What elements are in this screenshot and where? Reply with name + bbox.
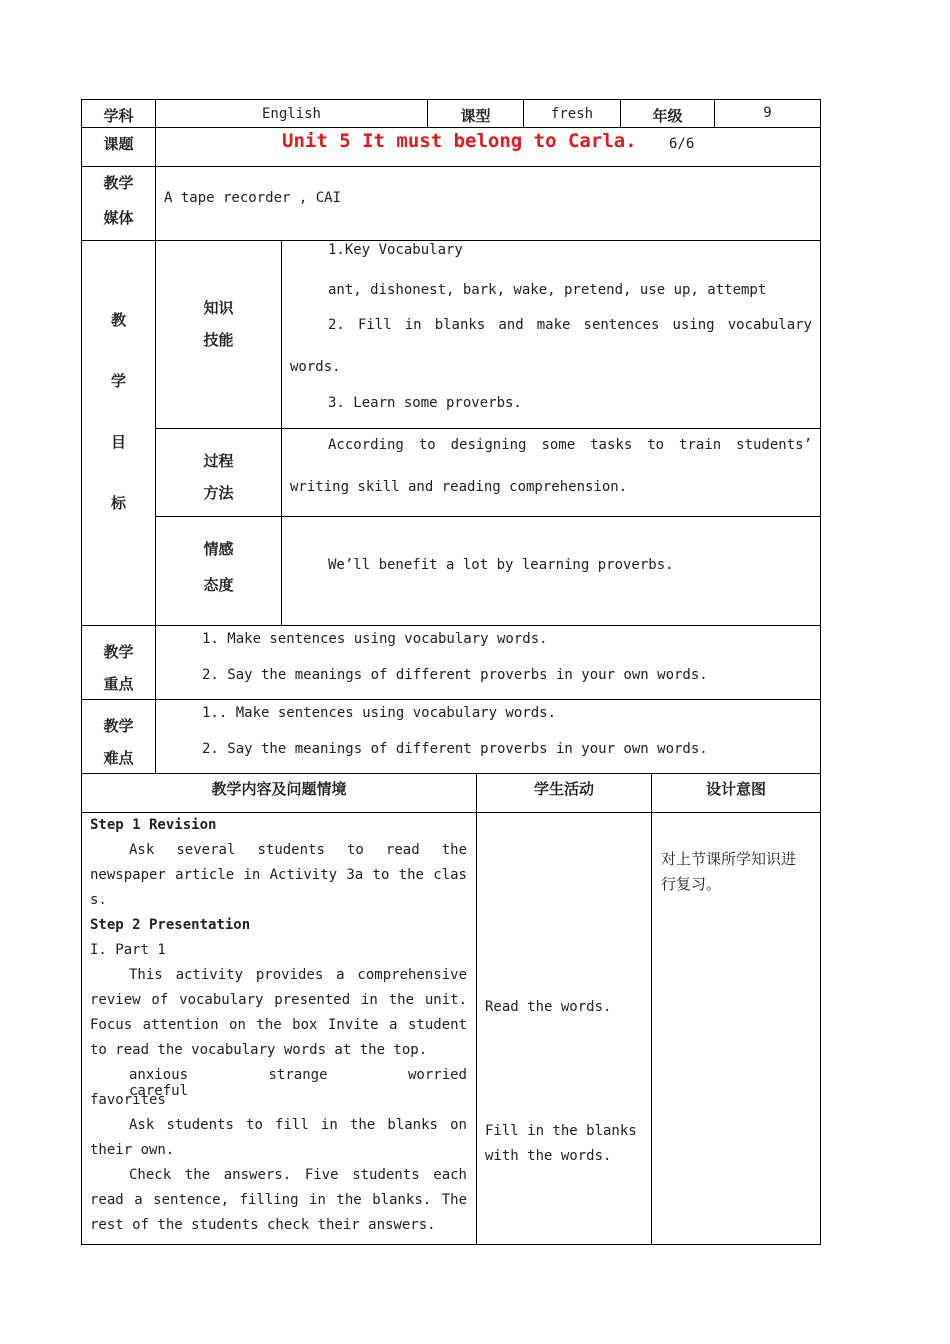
process-label-cell: [155, 428, 282, 517]
part1-line3: Focus attention on the box Invite a student: [90, 1017, 467, 1033]
objectives-label-4: 标: [110, 494, 126, 512]
fill-line1: Ask students to fill in the blanks on: [129, 1117, 467, 1133]
activity-fill-line2: with the words.: [485, 1148, 612, 1164]
activity-fill-line1: Fill in the blanks: [485, 1123, 637, 1139]
col-header-intent-cell: [651, 773, 821, 813]
word-list-line1: anxious strange worried careful: [129, 1067, 467, 1099]
media-label-cell: [81, 166, 156, 241]
knowledge-line2: ant, dishonest, bark, wake, pretend, use up, attempt: [328, 282, 767, 298]
emotion-line1: We’ll benefit a lot by learning proverbs.: [328, 557, 674, 573]
grade-value: 9: [763, 105, 772, 121]
intent-line2: 行复习。: [661, 875, 722, 893]
grade-label: 年级: [652, 107, 683, 125]
grade-value-cell: [714, 99, 821, 128]
topic-label-cell: [81, 127, 156, 167]
intent-body-cell: [651, 812, 821, 1245]
subject-value-cell: [155, 99, 428, 128]
type-value: fresh: [550, 106, 594, 122]
step1-line3: s.: [90, 892, 107, 908]
step1-title: Step 1 Revision: [90, 817, 217, 833]
subject-label-cell: [81, 99, 156, 128]
activity-body-cell: [476, 812, 652, 1245]
emotion-label-line2: 态度: [203, 576, 234, 594]
col-header-content-cell: [81, 773, 477, 813]
objectives-label-cell: [81, 240, 156, 626]
media-value: A tape recorder , CAI: [164, 190, 342, 206]
key-points-label-line2: 重点: [103, 675, 134, 693]
key-points-line1: 1. Make sentences using vocabulary words.: [202, 631, 548, 647]
check-line1: Check the answers. Five students each: [129, 1167, 467, 1183]
difficulties-line1: 1.. Make sentences using vocabulary words.: [202, 705, 557, 721]
difficulties-content-cell: [155, 699, 821, 774]
subject-label: 学科: [103, 107, 134, 125]
knowledge-line1: 1.Key Vocabulary: [328, 242, 463, 258]
col-header-activity: 学生活动: [533, 780, 594, 798]
part1-line4: to read the vocabulary words at the top.: [90, 1042, 428, 1058]
fill-line2: their own.: [90, 1142, 175, 1158]
key-points-content-cell: [155, 625, 821, 700]
part1-line2: review of vocabulary presented in the unit.: [90, 992, 467, 1008]
emotion-content-cell: [281, 516, 821, 626]
process-line2: writing skill and reading comprehension.: [290, 479, 628, 495]
knowledge-line4: words.: [290, 359, 341, 375]
difficulties-label-line1: 教学: [103, 717, 134, 735]
knowledge-line5: 3. Learn some proverbs.: [328, 395, 522, 411]
part1-line1: This activity provides a comprehensive: [129, 967, 467, 983]
check-line2: read a sentence, filling in the blanks. The: [90, 1192, 467, 1208]
knowledge-line3: 2. Fill in blanks and make sentences using vocabulary: [328, 317, 812, 333]
type-label-cell: [427, 99, 524, 128]
step1-line1: Ask several students to read the: [129, 842, 467, 858]
objectives-label-1: 教: [110, 311, 126, 329]
topic-value-cell: [155, 127, 821, 167]
activity-read: Read the words.: [485, 999, 612, 1015]
part1-heading: I. Part 1: [90, 942, 166, 958]
col-header-intent: 设计意图: [705, 780, 766, 798]
difficulties-label-line2: 难点: [103, 749, 134, 767]
knowledge-label-line2: 技能: [203, 331, 234, 349]
process-label-line1: 过程: [203, 452, 234, 470]
lesson-title: Unit 5 It must belong to Carla.: [282, 130, 637, 152]
knowledge-label-cell: [155, 240, 282, 429]
process-label-line2: 方法: [203, 484, 234, 502]
objectives-label-3: 目: [110, 433, 126, 451]
intent-line1: 对上节课所学知识进: [661, 850, 797, 868]
knowledge-content-cell: [281, 240, 821, 429]
objectives-label-2: 学: [110, 372, 126, 390]
difficulties-line2: 2. Say the meanings of different proverbs in your own words.: [202, 741, 708, 757]
step1-line2: newspaper article in Activity 3a to the clas: [90, 867, 467, 883]
key-points-line2: 2. Say the meanings of different proverbs in your own words.: [202, 667, 708, 683]
key-points-label-cell: [81, 625, 156, 700]
subject-value: English: [261, 106, 321, 122]
step2-title: Step 2 Presentation: [90, 917, 251, 933]
col-header-activity-cell: [476, 773, 652, 813]
process-content-cell: [281, 428, 821, 517]
col-header-content: 教学内容及问题情境: [211, 780, 347, 798]
type-value-cell: [523, 99, 621, 128]
knowledge-label-line1: 知识: [203, 299, 234, 317]
topic-label: 课题: [103, 135, 134, 153]
media-label-line2: 媒体: [103, 209, 134, 227]
emotion-label-line1: 情感: [203, 540, 234, 558]
page-number: 6/6: [669, 136, 695, 152]
check-line3: rest of the students check their answers.: [90, 1217, 436, 1233]
key-points-label-line1: 教学: [103, 643, 134, 661]
emotion-label-cell: [155, 516, 282, 626]
process-line1: According to designing some tasks to train students’: [328, 437, 812, 453]
grade-label-cell: [620, 99, 715, 128]
media-label-line1: 教学: [103, 174, 134, 192]
difficulties-label-cell: [81, 699, 156, 774]
type-label: 课型: [460, 107, 491, 125]
content-body-cell: [81, 812, 477, 1245]
media-value-cell: [155, 166, 821, 241]
word-list-line2: favorites: [90, 1092, 166, 1108]
